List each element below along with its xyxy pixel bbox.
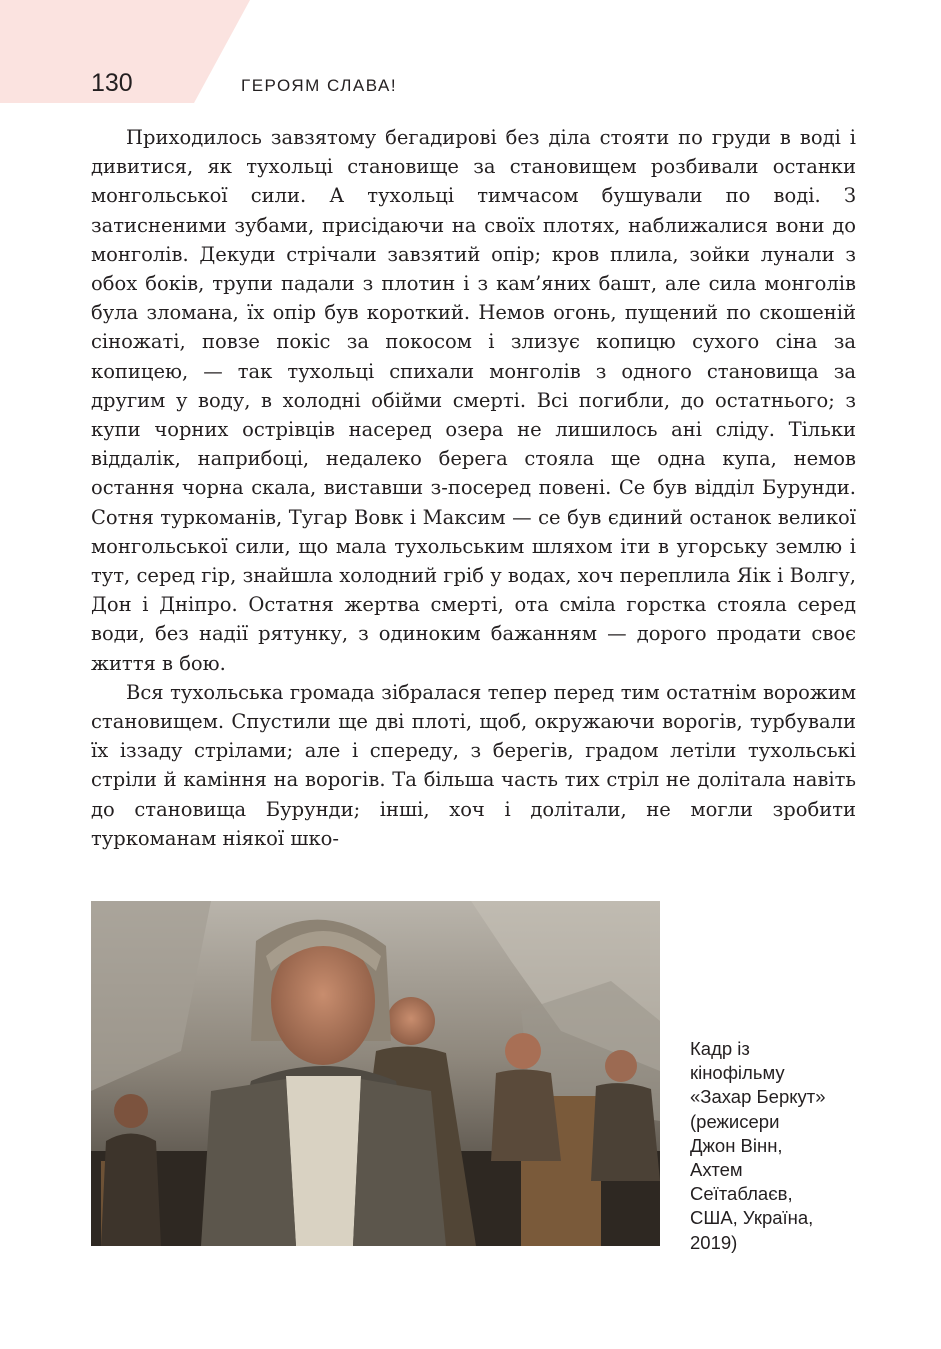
paragraph-2: Вся тухольська громада зібралася тепер перед тим остатнім ворожим становищем. Спустили ще дві плоті, щоб, окружаючи ворогів, турбували їх іззаду стрілами; але і спереду, з берегів, градом летіли тухольські стріли й каміння на ворогів. Та більша часть тих стріл не долітала навіть до становища Бурунди; інші, хоч і долітали, не могли зробити туркоманам ніякої шко- (91, 680, 856, 850)
body-text (91, 123, 856, 853)
film-still-photo (91, 901, 660, 1246)
figure-caption: Кадр із кінофільму «Захар Беркут» (режисери Джон Вінн, Ахтем Сеїтаблаєв, США, Україна, 2019) (690, 1038, 826, 1253)
paragraph-1: Приходилось завзятому бегадирові без діла стояти по груди в воді і дивитися, як тухольці становище за становищем розбивали останки монгольської сили. А тухольці тимчасом бушували по воді. З затисненими зубами, присідаючи на своїх плотях, наближалися вони до монголів. Декуди стрічали завзятий опір; кров плила, зойки лунали з обох боків, трупи падали з плотин і з кам’яних башт, але сила монголів була зломана, їх опір був короткий. Немов огонь, пущений по скошеній сіножаті, повзе покіс за покосом і злизує копицю сухого сіна за копицею, — так тухольці спихали монголів з одного становища за другим у воду, в холодні обійми смерті. Всі погибли, до остатнього; з купи чорних острівців насеред озера не лишилось ані сліду. Тільки віддалік, наприбоці, недалеко берега стояла ще одна купа, немов остання чорна скала, виставши з-посеред повені. Се був відділ Бурунди. Сотня туркоманів, Тугар Вовк і Максим — се був єдиний останок великої монгольської сили, що мала тухольським шляхом іти в угорську землю і тут, серед гір, знайшла холодний гріб у водах, хоч переплила Яік і Волгу, Дон і Дніпро. Остатня жертва смерті, ота сміла горстка стояла серед води, без надії рятунку, з одиноким бажанням — дорого продати своє життя в бою. (91, 126, 856, 675)
page-number: 130 (91, 69, 133, 97)
running-head: ГЕРОЯМ СЛАВА! (241, 76, 398, 95)
